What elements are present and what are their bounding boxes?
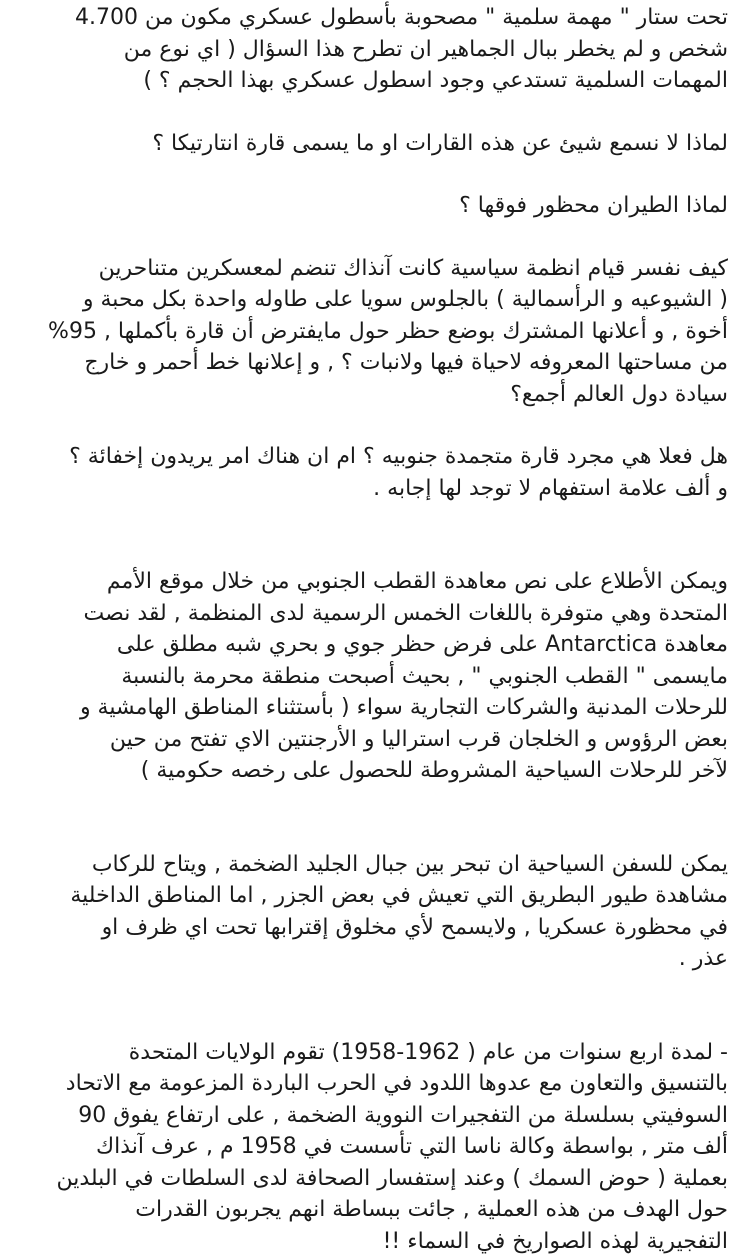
text-line: و ألف علامة استفهام لا توجد لها إجابه . — [14, 473, 728, 505]
text-line: بعملية ( حوض السمك ) وعند إستفسار الصحافة لدى السلطات في البلدين — [14, 1163, 728, 1195]
paragraph-spacer — [14, 410, 728, 441]
paragraph-spacer — [14, 222, 728, 253]
paragraph-frozen-continent — [14, 441, 728, 504]
text-line: عذر . — [14, 943, 728, 975]
paragraph-treaty — [14, 566, 728, 787]
text-line: للرحلات المدنية والشركات التجارية سواء ( بأستثناء المناطق الهامشية و — [14, 692, 728, 724]
paragraph-spacer — [14, 504, 728, 566]
text-line: كيف نفسر قيام انظمة سياسية كانت آنذاك تنضم لمعسكرين متناحرين — [14, 253, 728, 285]
paragraph-tourist-ships — [14, 849, 728, 975]
paragraph-spacer — [14, 787, 728, 849]
text-line: - لمدة اربع سنوات من عام ( 1962-1958) تقوم الولايات المتحدة — [14, 1037, 728, 1069]
text-line: المتحدة وهي متوفرة باللغات الخمس الرسمية لدى المنظمة , لقد نصت — [14, 598, 728, 630]
text-line: شخص و لم يخطر ببال الجماهير ان تطرح هذا السؤال ( اي نوع من — [14, 34, 728, 66]
text-line: السوفيتي بسلسلة من التفجيرات النووية الضخمة , على ارتفاع يفوق 90 — [14, 1100, 728, 1132]
paragraph-spacer — [14, 97, 728, 128]
text-line: مشاهدة طيور البطريق التي تعيش في بعض الجزر , اما المناطق الداخلية — [14, 880, 728, 912]
paragraph-flight-ban — [14, 190, 728, 222]
text-line: بعض الرؤوس و الخلجان قرب استراليا و الأرجنتين الاي تفتح من حين — [14, 724, 728, 756]
text-line: لماذا الطيران محظور فوقها ؟ — [14, 190, 728, 222]
text-line: معاهدة Antarctica على فرض حظر جوي و بحري شبه مطلق على — [14, 629, 728, 661]
text-line: يمكن للسفن السياحية ان تبحر بين جبال الجليد الضخمة , ويتاح للركاب — [14, 849, 728, 881]
text-line: حول الهدف من هذه العملية , جائت ببساطة انهم يجربون القدرات — [14, 1194, 728, 1226]
text-line: سيادة دول العالم أجمع؟ — [14, 379, 728, 411]
text-line: لماذا لا نسمع شيئ عن هذه القارات او ما يسمى قارة انتارتيكا ؟ — [14, 128, 728, 160]
text-line: مايسمى " القطب الجنوبي " , بحيث أصبحت منطقة محرمة بالنسبة — [14, 661, 728, 693]
text-line: ( الشيوعيه و الرأسمالية ) بالجلوس سويا على طاوله واحدة بكل محبة و — [14, 284, 728, 316]
text-line: التفجيرية لهذه الصواريخ في السماء !! — [14, 1226, 728, 1257]
text-line: هل فعلا هي مجرد قارة متجمدة جنوبيه ؟ ام ان هناك امر يريدون إخفائة ؟ — [14, 441, 728, 473]
text-line: بالتنسيق والتعاون مع عدوها اللدود في الحرب الباردة المزعومة مع الاتحاد — [14, 1068, 728, 1100]
text-line: المهمات السلمية تستدعي وجود اسطول عسكري بهذا الحجم ؟ ) — [14, 65, 728, 97]
paragraph-peaceful-mission — [14, 2, 728, 97]
text-line: تحت ستار " مهمة سلمية " مصحوبة بأسطول عسكري مكون من 4.700 — [14, 2, 728, 34]
text-line: أخوة , و أعلانها المشترك بوضع حظر حول مايفترض أن قارة بأكملها , 95% — [14, 316, 728, 348]
text-line: ألف متر , بواسطة وكالة ناسا التي تأسست في 1958 م , عرف آنذاك — [14, 1131, 728, 1163]
text-line: في محظورة عسكريا , ولايسمح لأي مخلوق إقترابها تحت اي ظرف او — [14, 912, 728, 944]
text-line: لآخر للرحلات السياحية المشروطة للحصول على رخصه حكومية ) — [14, 755, 728, 787]
text-line: من مساحتها المعروفه لاحياة فيها ولانبات ؟ , و إعلانها خط أحمر و خارج — [14, 347, 728, 379]
paragraph-spacer — [14, 975, 728, 1037]
paragraph-why-no-news — [14, 128, 728, 160]
paragraph-nuclear-tests — [14, 1037, 728, 1257]
text-line: ويمكن الأطلاع على نص معاهدة القطب الجنوبي من خلال موقع الأمم — [14, 566, 728, 598]
paragraph-spacer — [14, 159, 728, 190]
paragraph-political-systems — [14, 253, 728, 411]
